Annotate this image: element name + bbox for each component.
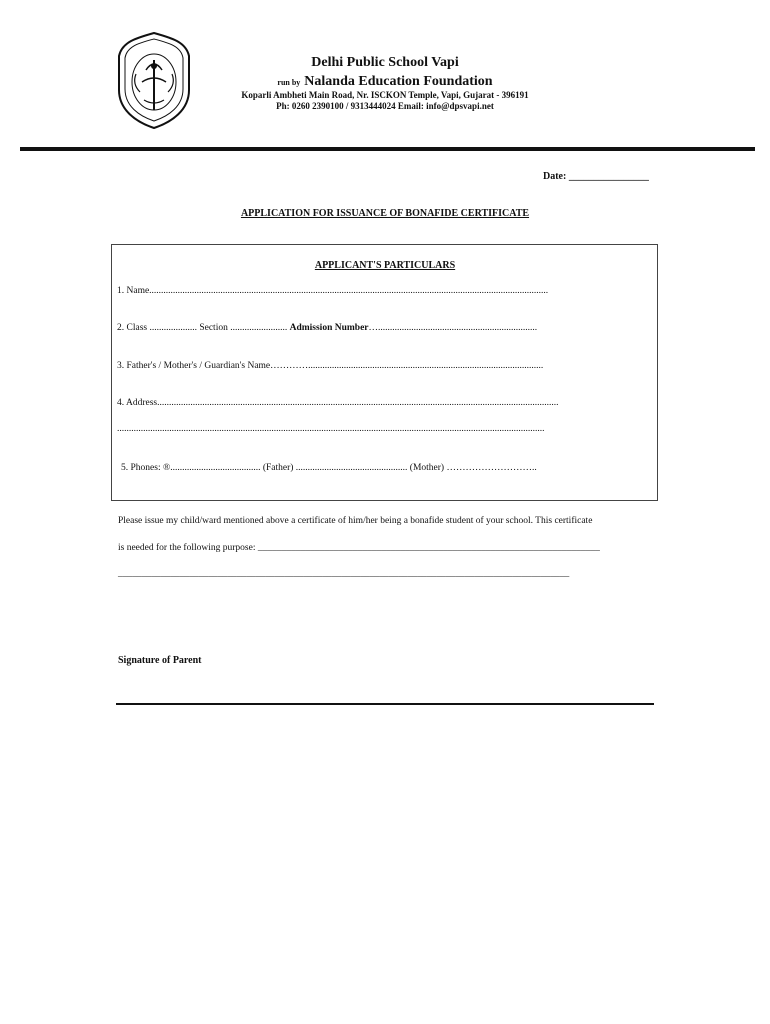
school-name: Delhi Public School Vapi (311, 55, 459, 70)
request-text: Please issue my child/ward mentioned above a certificate of him/her being a bonafide student of your school. This certificate (118, 516, 593, 526)
form-title: APPLICATION FOR ISSUANCE OF BONAFIDE CERTIFICATE (240, 208, 530, 219)
school-contact: Ph: 0260 2390100 / 9313444024 Email: info@dpsvapi.net (276, 101, 494, 111)
phones-label: 5. Phones: ® (121, 463, 171, 473)
name-field[interactable]: 1. Name........................................................................................................................................................................ (117, 286, 549, 296)
address-continuation-field[interactable]: .................................................................................................................................................................................... (117, 424, 545, 434)
foundation-name: Nalanda Education Foundation (304, 74, 493, 89)
date-label: Date: (543, 171, 567, 182)
address-field[interactable]: 4. Address......................................................................................................................................................................... (117, 398, 559, 408)
school-crest-icon (116, 30, 192, 130)
admission-number-blank[interactable]: …................................................................... (368, 323, 538, 333)
class-section-admission-field[interactable] (117, 323, 537, 333)
school-address: Koparli Ambheti Main Road, Nr. ISCKON Temple, Vapi, Gujarat - 396191 (241, 90, 529, 100)
particulars-title: APPLICANT'S PARTICULARS (314, 260, 456, 271)
run-by-label: run by (277, 78, 301, 87)
header-divider (20, 147, 755, 151)
class-section-label[interactable]: 2. Class .................... Section ........................ (117, 323, 288, 333)
phones-field[interactable] (121, 463, 537, 473)
date-field[interactable] (543, 171, 649, 182)
admission-number-label: Admission Number (289, 323, 369, 333)
purpose-field-continuation[interactable]: _______________________________________________________________________________________________ (118, 569, 570, 579)
run-by-line (230, 72, 540, 90)
phones-blanks[interactable]: ...................................... (Father) ............................................... (Mother) ……………………….. (170, 463, 537, 473)
signature-divider (116, 703, 654, 705)
parent-name-field[interactable]: 3. Father's / Mother's / Guardian's Name…………................................................................................................... (117, 361, 544, 371)
date-blank[interactable]: ________________ (568, 171, 649, 182)
signature-label: Signature of Parent (118, 655, 202, 666)
purpose-field[interactable]: is needed for the following purpose: ________________________________________________________________________ (118, 543, 600, 553)
